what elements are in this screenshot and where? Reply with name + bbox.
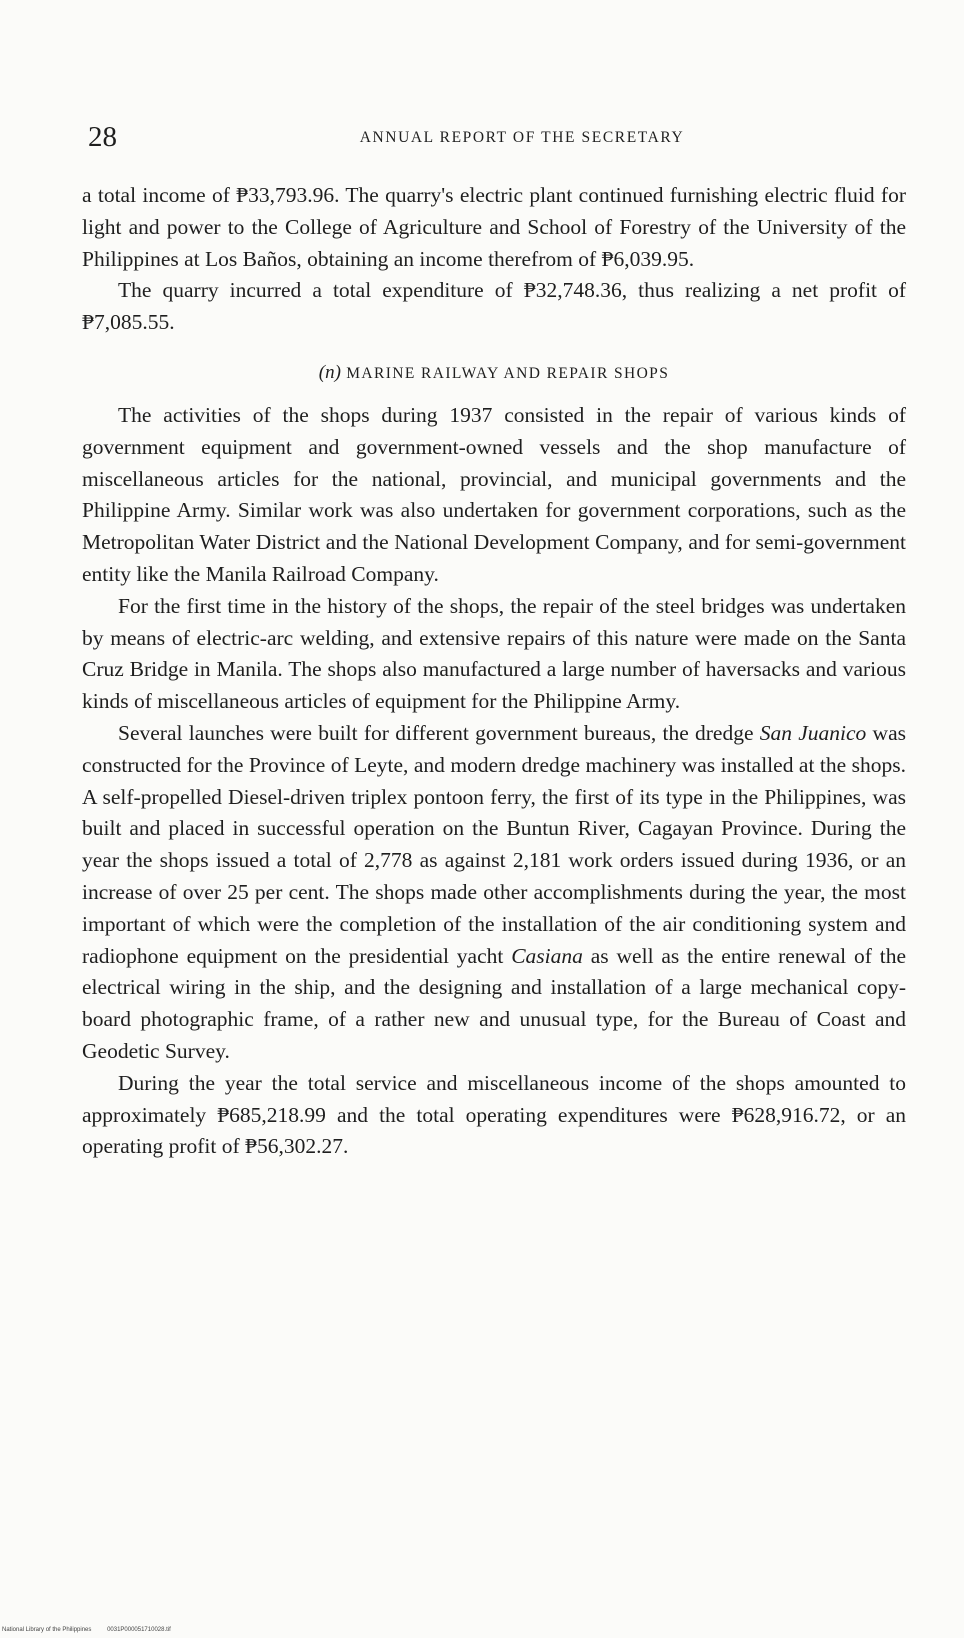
scan-footer [2, 1626, 171, 1634]
text-run: was constructed for the Province of Leyte, and modern dredge machinery was installed at the shops. A self-propelled Diesel-driven triplex pontoon ferry, the first of its type in the Philippines, was built and placed in successful operation on the Buntun River, Cagayan Province. During the year the shops issued a total of 2,778 as against 2,181 work orders issued during 1936, or an increase of over 25 per cent. The shops made other accomplishments during the year, the most important of which were the completion of the installation of the air conditioning system and radiophone equipment on the presidential yacht [82, 720, 906, 968]
vessel-name-casiana: Casiana [511, 943, 583, 968]
vessel-name-san-juanico: San Juanico [759, 720, 867, 745]
paragraph-shop-activities: The activities of the shops during 1937 consisted in the repair of various kinds of government equipment and government-owned vessels and the shop manufacture of miscellaneous articles for the national, provincial, and municipal governments and the Philippine Army. Similar work was also undertaken for government corporations, such as the Metropolitan Water District and the National Development Company, and for semi-government entity like the Manila Railroad Company. [82, 402, 906, 586]
paragraph-shop-income: During the year the total service and miscellaneous income of the shops amounted to approximately ₱685,218.99 and the total operating expenditures were ₱628,916.72, or an operating profit of ₱56,302.27. [82, 1070, 906, 1159]
paragraph-quarry-expenditure: The quarry incurred a total expenditure of ₱32,748.36, thus realizing a net profit of ₱7,085.55. [82, 278, 906, 335]
running-head-title: ANNUAL REPORT OF THE SECRETARY [359, 129, 685, 146]
section-title: MARINE RAILWAY AND REPAIR SHOPS [346, 364, 670, 382]
paragraph-bridge-repairs: For the first time in the history of the shops, the repair of the steel bridges was undertaken by means of electric-arc welding, and extensive repairs of this nature were made on the Santa Cruz Bridge in Manila. The shops also manufactured a large number of haversacks and various kinds of miscellaneous articles of equipment for the Philippine Army. [82, 593, 906, 714]
section-letter: (n) [318, 361, 341, 383]
paragraph-launches-and-accomplishments [82, 718, 906, 1068]
running-head [88, 118, 896, 158]
text-run: Several launches were built for different government bureaus, the dredge [118, 720, 760, 745]
footer-code: 0031P000051710028.tif [107, 1627, 171, 1633]
paragraph-quarry-income: a total income of ₱33,793.96. The quarry's electric plant continued furnishing electric fluid for light and power to the College of Agriculture and School of Forestry of the University of the Philippines at Los Baños, obtaining an income therefrom of ₱6,039.95. [82, 183, 906, 271]
text-run: as well as the entire renewal of the electrical wiring in the ship, and the designing and installation of a large mechanical copy-board photographic frame, of a rather new and unusual type, for the Bureau of Coast and Geodetic Survey. [82, 943, 906, 1063]
section-heading [82, 361, 906, 386]
page-number: 28 [88, 121, 117, 153]
body-text [82, 180, 906, 1163]
footer-library: National Library of the Philippines [2, 1627, 92, 1633]
